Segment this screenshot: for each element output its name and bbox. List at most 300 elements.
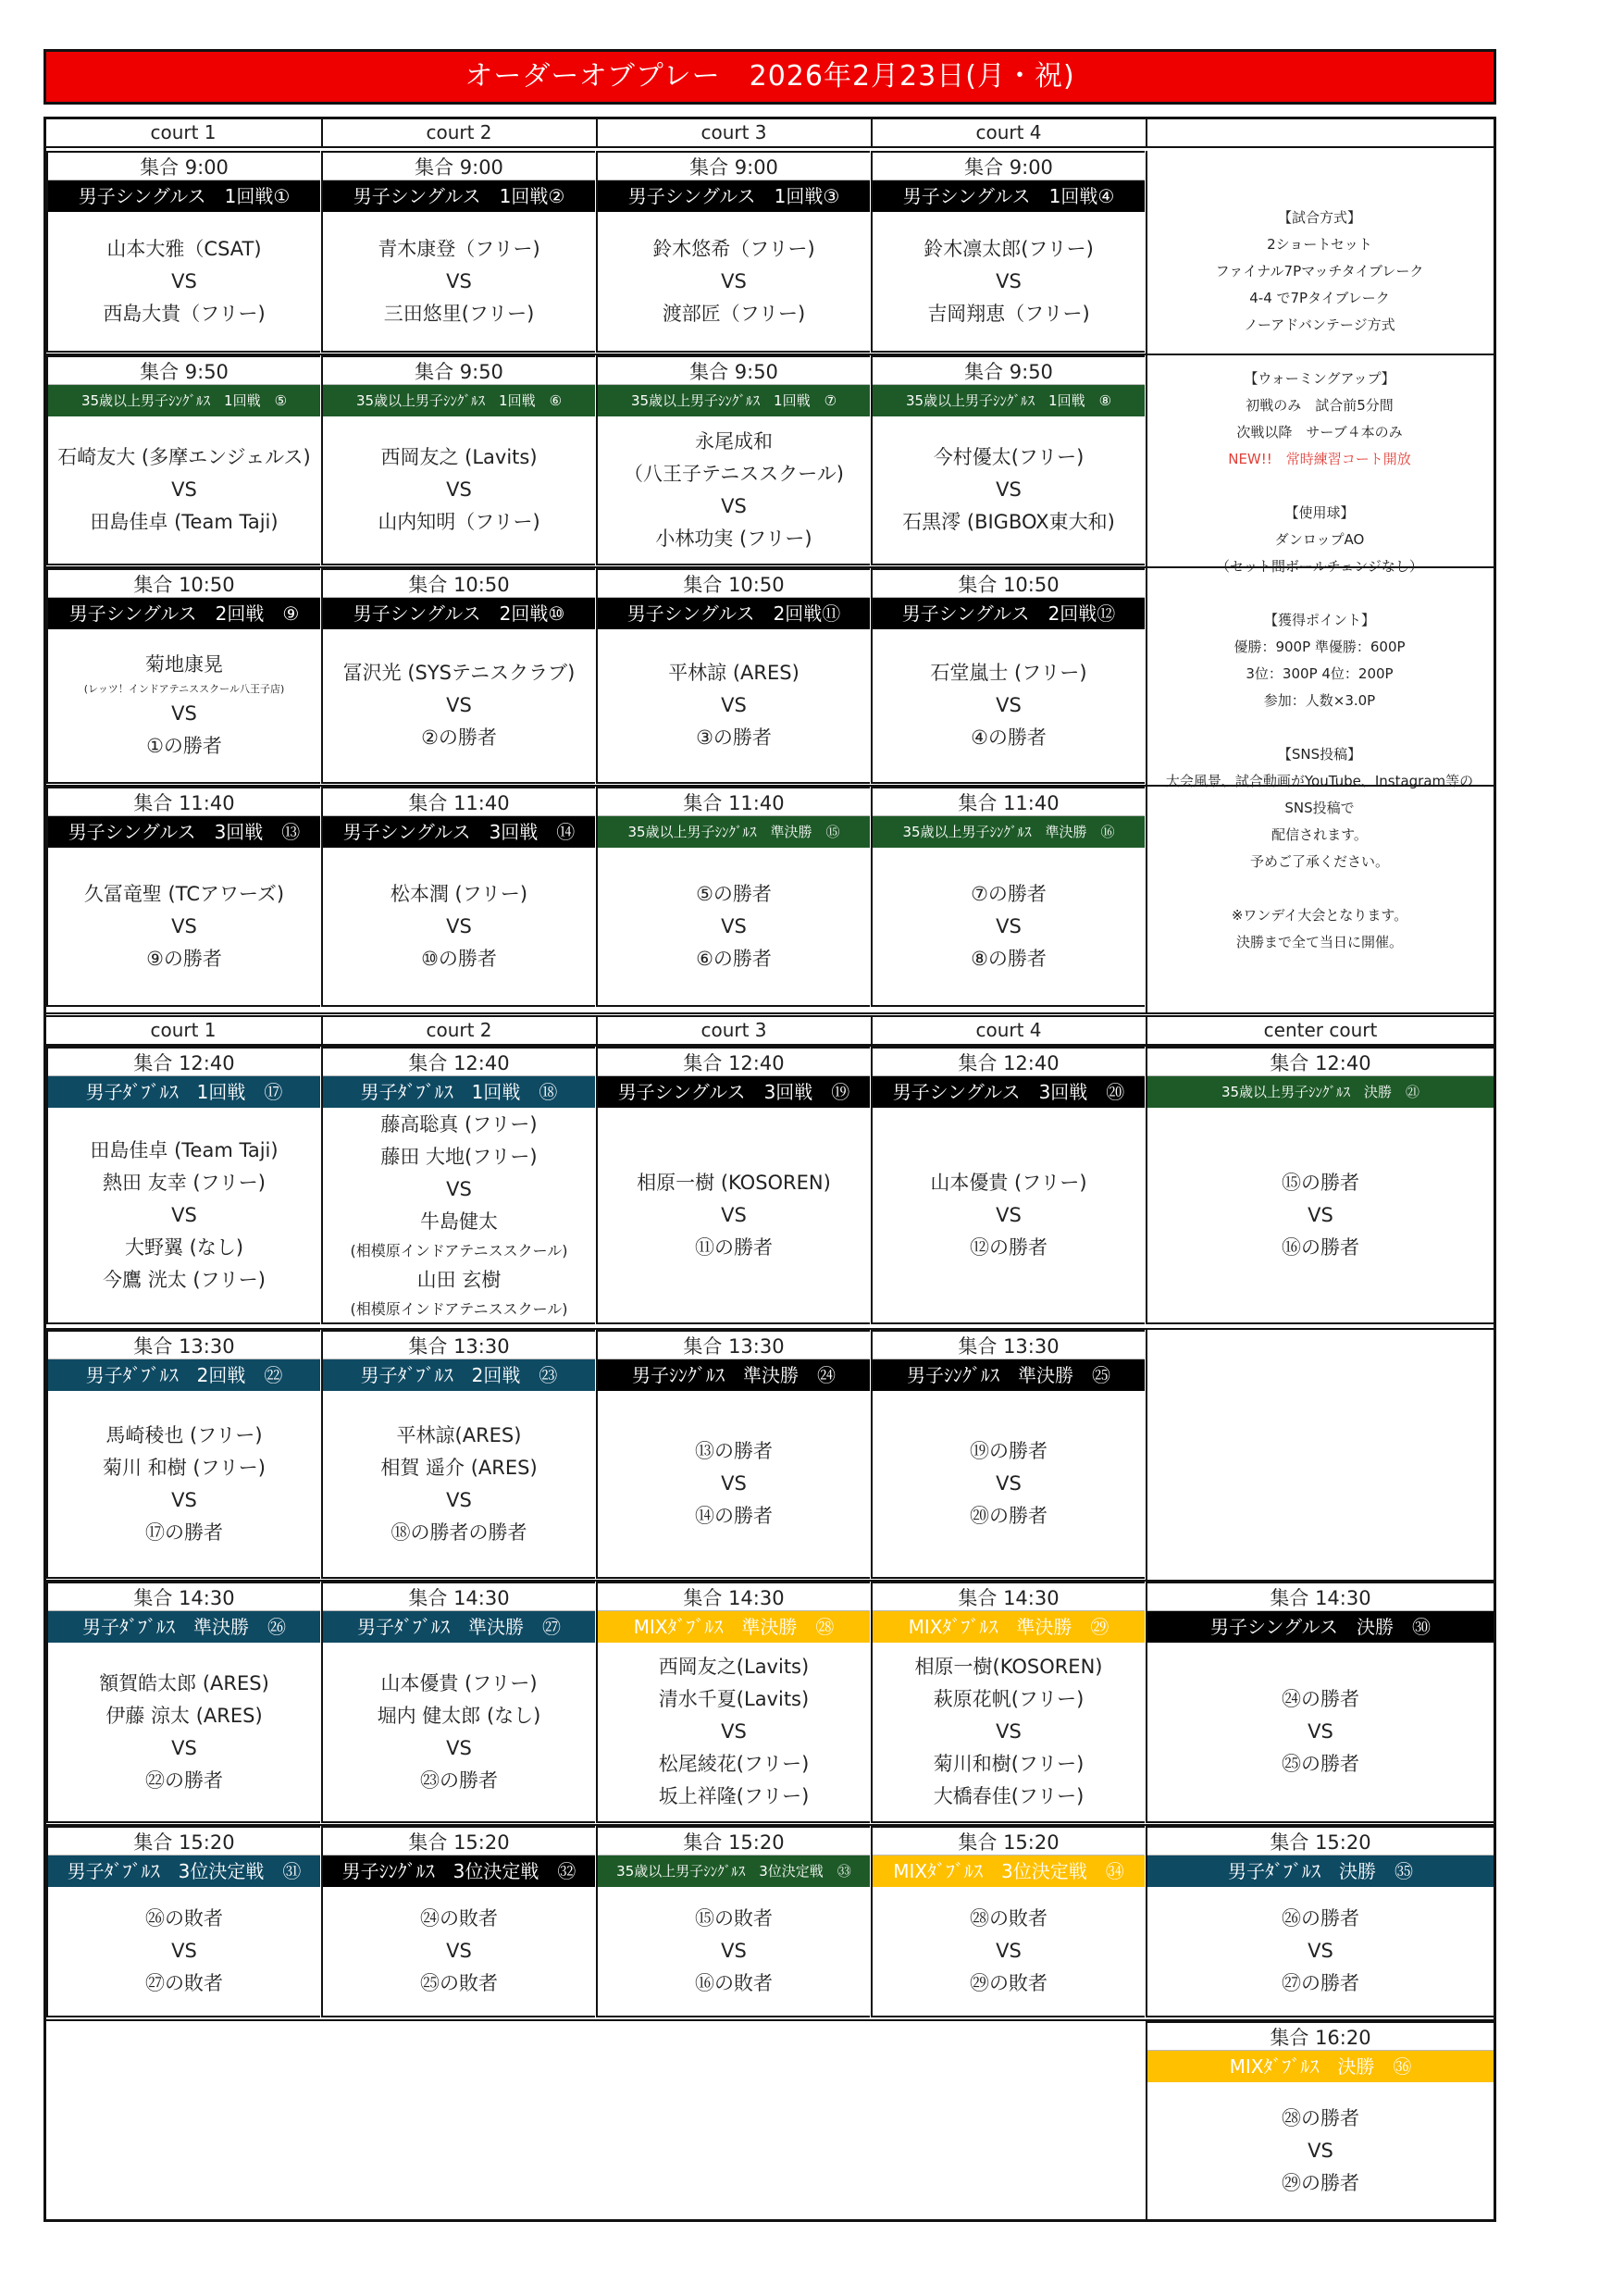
player-entry: ⑲の勝者	[970, 1440, 1048, 1462]
gather-time: 集合 14:30	[598, 1582, 870, 1611]
gather-time: 集合 16:20	[1147, 2021, 1494, 2051]
event-label: 男子ﾀﾞﾌﾞﾙｽ 3位決定戦 ㉛	[48, 1855, 320, 1887]
player-entry: ⑯の勝者	[1282, 1235, 1359, 1259]
event-label: 男子シングルス 3回戦 ⑲	[598, 1076, 870, 1108]
gather-time: 集合 12:40	[1147, 1047, 1494, 1076]
court-label: court 2	[321, 1017, 595, 1044]
match-players	[48, 416, 320, 565]
info-heading: 【獲得ポイント】	[1263, 612, 1375, 628]
match-players	[323, 212, 595, 353]
match-players	[873, 212, 1145, 353]
versus-label: VS	[446, 1940, 472, 1962]
player-entry: 相賀 遥介 (ARES)	[380, 1456, 538, 1479]
player-entry: 田島佳卓 (Team Taji)	[90, 1138, 279, 1161]
match-players	[48, 1108, 320, 1324]
info-line: 2ショートセット	[1267, 236, 1372, 253]
versus-label: VS	[171, 702, 197, 725]
player-entry: 小林功実 (フリー)	[655, 527, 812, 550]
match-cell	[871, 1826, 1145, 2017]
player-entry: 藤田 大地(フリー)	[380, 1145, 538, 1168]
player-entry: 大野翼 (なし)	[124, 1235, 244, 1259]
versus-label: VS	[446, 1488, 472, 1511]
info-line: 参加：人数×3.0P	[1263, 692, 1376, 709]
match-players	[873, 1887, 1145, 2017]
player-entry: 菊川和樹(フリー)	[933, 1753, 1085, 1775]
match-players	[598, 1643, 870, 1823]
player-entry: (レッツ！インドアテニススクール八王子店)	[83, 683, 285, 695]
event-label: 35歳以上男子ｼﾝｸﾞﾙｽ 準決勝 ⑯	[873, 816, 1145, 848]
player-entry: 渡部匠（フリー)	[662, 302, 806, 325]
player-entry: 清水千夏(Lavits)	[658, 1688, 810, 1710]
player-entry: ㉔の勝者	[1282, 1688, 1359, 1710]
match-cell	[46, 355, 320, 565]
player-entry: ④の勝者	[971, 726, 1047, 749]
event-label: 男子ｼﾝｸﾞﾙｽ 準決勝 ㉔	[598, 1359, 870, 1391]
event-label: 男子ﾀﾞﾌﾞﾙｽ 決勝 ㉟	[1147, 1855, 1494, 1887]
player-entry: 吉岡翔恵（フリー)	[927, 302, 1090, 325]
match-cell	[596, 1047, 870, 1324]
gather-time: 集合 9:50	[48, 355, 320, 385]
player-entry: ㉒の勝者	[145, 1769, 223, 1792]
versus-label: VS	[996, 1720, 1022, 1743]
match-players	[1147, 1887, 1494, 2017]
match-players	[323, 1643, 595, 1823]
player-entry: ⑱の勝者の勝者	[391, 1520, 527, 1544]
match-players	[48, 1391, 320, 1579]
match-cell	[871, 355, 1145, 565]
gather-time: 集合 11:40	[873, 787, 1145, 816]
gather-time: 集合 10:50	[323, 568, 595, 598]
gather-time: 集合 10:50	[598, 568, 870, 598]
event-label: 男子シングルス 1回戦②	[323, 180, 595, 212]
match-players	[598, 212, 870, 353]
versus-label: VS	[1308, 1203, 1333, 1226]
match-players	[48, 629, 320, 784]
player-entry: ⑥の勝者	[696, 947, 772, 970]
event-label: 35歳以上男子ｼﾝｸﾞﾙｽ 1回戦 ⑧	[873, 385, 1145, 416]
gather-time: 集合 13:30	[873, 1330, 1145, 1359]
versus-label: VS	[446, 1736, 472, 1759]
court-label: center court	[1146, 1017, 1494, 1044]
event-label: MIXﾀﾞﾌﾞﾙｽ 決勝 ㊱	[1147, 2051, 1494, 2082]
gather-time: 集合 13:30	[598, 1330, 870, 1359]
versus-label: VS	[446, 478, 472, 501]
versus-label: VS	[996, 269, 1022, 292]
player-entry: 三田悠里(フリー)	[383, 302, 535, 325]
gather-time: 集合 9:00	[323, 151, 595, 180]
player-entry: ㉙の勝者	[1282, 2171, 1359, 2194]
match-cell	[871, 568, 1145, 784]
match-cell	[46, 568, 320, 784]
versus-label: VS	[171, 269, 197, 292]
event-label: 男子ﾀﾞﾌﾞﾙｽ 準決勝 ㉖	[48, 1611, 320, 1643]
gather-time: 集合 14:30	[873, 1582, 1145, 1611]
match-cell	[321, 355, 595, 565]
versus-label: VS	[171, 1488, 197, 1511]
match-players	[873, 629, 1145, 784]
gather-time: 集合 9:00	[48, 151, 320, 180]
match-cell	[596, 787, 870, 1007]
match-cell	[871, 151, 1145, 353]
event-label: 男子ｼﾝｸﾞﾙｽ 準決勝 ㉕	[873, 1359, 1145, 1391]
row-divider	[46, 1328, 1494, 1330]
gather-time: 集合 9:50	[598, 355, 870, 385]
info-line: 次戦以降 サーブ４本のみ	[1236, 424, 1403, 441]
gather-time: 集合 10:50	[873, 568, 1145, 598]
player-entry: 相原一樹(KOSOREN)	[914, 1656, 1103, 1678]
player-entry: ⑮の勝者	[1282, 1171, 1359, 1194]
match-cell	[46, 1826, 320, 2017]
match-players	[323, 1887, 595, 2017]
player-entry: ㉘の勝者	[1282, 2106, 1359, 2129]
player-entry: 今村優太(フリー)	[933, 446, 1085, 468]
match-players	[598, 629, 870, 784]
gather-time: 集合 14:30	[48, 1582, 320, 1611]
player-entry: 大橋春佳(フリー)	[933, 1785, 1085, 1807]
event-label: 男子シングルス 2回戦⑪	[598, 598, 870, 629]
player-entry: (相模原インドアテニススクール)	[350, 1241, 568, 1260]
player-entry: 熱田 友幸 (フリー)	[103, 1171, 266, 1194]
event-label: 35歳以上男子ｼﾝｸﾞﾙｽ 1回戦 ⑥	[323, 385, 595, 416]
match-cell	[596, 1330, 870, 1579]
gather-time: 集合 13:30	[323, 1330, 595, 1359]
match-cell	[596, 1582, 870, 1823]
player-entry: ㉖の敗者	[145, 1907, 223, 1930]
player-entry: ②の勝者	[421, 726, 497, 749]
match-cell	[871, 1330, 1145, 1579]
info-line: NEW!! 常時練習コート開放	[1228, 451, 1411, 467]
event-label: 35歳以上男子ｼﾝｸﾞﾙｽ 決勝 ㉑	[1147, 1076, 1494, 1108]
info-line: 大会風景、試合動画がYouTube、Instagram等の	[1165, 773, 1474, 789]
match-cell	[1146, 1582, 1494, 1823]
match-cell	[321, 568, 595, 784]
versus-label: VS	[996, 1940, 1022, 1962]
player-entry: ㉕の敗者	[420, 1972, 498, 1994]
info-line	[1146, 875, 1494, 902]
row-divider	[46, 1045, 1494, 1047]
match-cell	[1146, 1826, 1494, 2017]
player-entry: 山本優貴 (フリー)	[380, 1671, 538, 1694]
player-entry: 西島大貴（フリー)	[103, 302, 266, 325]
row-divider	[46, 1580, 1494, 1582]
match-players	[873, 1643, 1145, 1823]
player-entry: 永尾成和	[695, 429, 773, 453]
info-line	[1146, 339, 1494, 366]
match-cell	[46, 1330, 320, 1579]
gather-time: 集合 9:00	[873, 151, 1145, 180]
event-label: 男子シングルス 決勝 ㉚	[1147, 1611, 1494, 1643]
gather-time: 集合 12:40	[48, 1047, 320, 1076]
info-line: ファイナル7Pマッチタイブレーク	[1215, 263, 1424, 279]
match-cell	[596, 151, 870, 353]
event-label: 男子シングルス 1回戦④	[873, 180, 1145, 212]
match-players	[48, 1887, 320, 2017]
player-entry: ㉔の敗者	[420, 1907, 498, 1930]
info-line: （セット間ボールチェンジなし）	[1216, 558, 1423, 575]
gather-time: 集合 15:20	[48, 1826, 320, 1855]
event-label: 男子ﾀﾞﾌﾞﾙｽ 1回戦 ⑰	[48, 1076, 320, 1108]
versus-label: VS	[446, 694, 472, 716]
info-line: 予めご了承ください。	[1249, 853, 1389, 870]
player-entry: ⑳の勝者	[970, 1505, 1048, 1527]
info-line	[1146, 714, 1494, 741]
player-entry: ⑪の勝者	[695, 1235, 773, 1259]
match-cell	[1146, 1047, 1494, 1324]
player-entry: 山田 玄樹	[416, 1268, 502, 1291]
court-label: court 3	[596, 1017, 870, 1044]
versus-label: VS	[721, 1472, 747, 1495]
match-players	[323, 629, 595, 784]
match-players	[323, 1108, 595, 1324]
info-line: 初戦のみ 試合前5分間	[1246, 397, 1394, 414]
match-players	[323, 416, 595, 565]
event-label: 男子シングルス 2回戦⑫	[873, 598, 1145, 629]
player-entry: 田島佳卓 (Team Taji)	[90, 511, 279, 533]
event-label: 男子シングルス 3回戦 ⑳	[873, 1076, 1145, 1108]
player-entry: 牛島健太	[420, 1210, 498, 1233]
match-cell	[46, 151, 320, 353]
match-cell	[321, 151, 595, 353]
match-players	[48, 848, 320, 1007]
match-players	[873, 1108, 1145, 1324]
gather-time: 集合 11:40	[48, 787, 320, 816]
event-label: 男子ﾀﾞﾌﾞﾙｽ 準決勝 ㉗	[323, 1611, 595, 1643]
player-entry: ㉕の勝者	[1282, 1753, 1359, 1775]
gather-time: 集合 15:20	[873, 1826, 1145, 1855]
court-label	[1146, 119, 1494, 146]
event-label: 男子ｼﾝｸﾞﾙｽ 3位決定戦 ㉜	[323, 1855, 595, 1887]
versus-label: VS	[721, 269, 747, 292]
match-cell	[1146, 2021, 1494, 2221]
match-players	[873, 416, 1145, 565]
info-heading: 【SNS投稿】	[1277, 746, 1362, 763]
player-entry: ㉓の勝者	[420, 1769, 498, 1792]
gather-time: 集合 15:20	[598, 1826, 870, 1855]
player-entry: 石崎友大 (多摩エンジェルス)	[57, 446, 311, 468]
versus-label: VS	[171, 1203, 197, 1226]
info-line: 優勝：900P 準優勝：600P	[1233, 639, 1406, 655]
event-label: 男子シングルス 1回戦①	[48, 180, 320, 212]
match-players	[598, 1391, 870, 1579]
match-players	[873, 1391, 1145, 1579]
versus-label: VS	[1308, 1720, 1333, 1743]
player-entry: ⑨の勝者	[146, 947, 222, 970]
column-divider	[1146, 2019, 1147, 2219]
player-entry: ⑤の勝者	[696, 882, 772, 905]
match-players	[598, 1108, 870, 1324]
court-label: court 1	[150, 121, 217, 143]
match-cell	[596, 568, 870, 784]
match-cell	[46, 1582, 320, 1823]
versus-label: VS	[721, 1940, 747, 1962]
player-entry: 額賀皓太郎 (ARES)	[99, 1671, 269, 1694]
versus-label: VS	[721, 694, 747, 716]
match-cell	[596, 1826, 870, 2017]
match-players	[598, 848, 870, 1007]
player-entry: 菊川 和樹 (フリー)	[103, 1456, 266, 1479]
info-line	[1146, 473, 1494, 500]
court-label: court 1	[150, 1019, 217, 1041]
versus-label: VS	[446, 269, 472, 292]
versus-label: VS	[171, 1940, 197, 1962]
gather-time: 集合 14:30	[323, 1582, 595, 1611]
court-label: court 4	[871, 1017, 1145, 1044]
player-entry: 菊地康晃	[145, 653, 223, 676]
gather-time: 集合 12:40	[873, 1047, 1145, 1076]
player-entry: ⑰の勝者	[145, 1520, 223, 1544]
versus-label: VS	[996, 1472, 1022, 1495]
versus-label: VS	[996, 478, 1022, 501]
player-entry: 久冨竜聖 (TCアワーズ)	[83, 882, 285, 905]
player-entry: 坂上祥隆(フリー)	[658, 1785, 810, 1807]
info-heading: 【使用球】	[1284, 504, 1355, 521]
versus-label: VS	[446, 1177, 472, 1200]
gather-time: 集合 11:40	[598, 787, 870, 816]
player-entry: 伊藤 涼太 (ARES)	[105, 1704, 263, 1727]
match-cell	[321, 1047, 595, 1324]
player-entry: 青木康登（フリー)	[378, 237, 540, 260]
player-entry: 西岡友之(Lavits)	[658, 1656, 810, 1678]
event-label: 男子シングルス 2回戦⑩	[323, 598, 595, 629]
info-line: 決勝まで全て当日に開催。	[1235, 934, 1403, 950]
player-entry: ③の勝者	[696, 726, 772, 749]
player-entry: ⑬の勝者	[695, 1440, 773, 1462]
info-line: ダンロップAO	[1274, 531, 1365, 548]
gather-time: 集合 14:30	[1147, 1582, 1494, 1611]
player-entry: ㉘の敗者	[970, 1907, 1048, 1930]
player-entry: (相模原インドアテニススクール)	[350, 1299, 568, 1318]
versus-label: VS	[721, 494, 747, 517]
match-players	[598, 416, 870, 565]
match-cell	[321, 1582, 595, 1823]
player-entry: 冨沢光 (SYSテニスクラブ)	[342, 662, 576, 684]
court-label: court 2	[321, 119, 595, 146]
gather-time: 集合 13:30	[48, 1330, 320, 1359]
player-entry: ㉗の勝者	[1282, 1972, 1359, 1994]
match-cell	[46, 1047, 320, 1324]
player-entry: 山本大雅（CSAT)	[106, 237, 262, 260]
player-entry: 今鷹 洸太 (フリー)	[103, 1268, 266, 1291]
gather-time: 集合 9:00	[598, 151, 870, 180]
event-label: 男子ﾀﾞﾌﾞﾙｽ 2回戦 ㉒	[48, 1359, 320, 1391]
versus-label: VS	[996, 694, 1022, 716]
player-entry: 石堂嵐士 (フリー)	[930, 662, 1087, 684]
versus-label: VS	[721, 914, 747, 937]
event-label: 男子ﾀﾞﾌﾞﾙｽ 1回戦 ⑱	[323, 1076, 595, 1108]
event-label: 男子ﾀﾞﾌﾞﾙｽ 2回戦 ㉓	[323, 1359, 595, 1391]
event-label: 35歳以上男子ｼﾝｸﾞﾙｽ 準決勝 ⑮	[598, 816, 870, 848]
gather-time: 集合 12:40	[323, 1047, 595, 1076]
info-line: ノーアドバンテージ方式	[1244, 316, 1395, 333]
player-entry: ⑫の勝者	[970, 1235, 1048, 1259]
match-players	[48, 212, 320, 353]
player-entry: 馬崎稜也 (フリー)	[105, 1423, 263, 1446]
player-entry: 鈴木悠希（フリー)	[652, 237, 815, 260]
gather-time: 集合 9:50	[873, 355, 1145, 385]
player-entry: 西岡友之 (Lavits)	[380, 446, 538, 468]
player-entry: 相原一樹 (KOSOREN)	[637, 1171, 831, 1194]
top-court-header	[46, 118, 1494, 148]
player-entry: 平林諒 (ARES)	[668, 662, 800, 684]
row-divider	[46, 2019, 1494, 2021]
player-entry: ⑧の勝者	[971, 947, 1047, 970]
event-label: 35歳以上男子ｼﾝｸﾞﾙｽ 3位決定戦 ㉝	[598, 1855, 870, 1887]
event-label: 男子シングルス 1回戦③	[598, 180, 870, 212]
player-entry: 石黒澪 (BIGBOX東大和)	[902, 511, 1115, 533]
info-line: 配信されます。	[1271, 826, 1368, 843]
versus-label: VS	[1308, 1940, 1333, 1962]
versus-label: VS	[171, 1736, 197, 1759]
gather-time: 集合 15:20	[323, 1826, 595, 1855]
gather-time: 集合 11:40	[323, 787, 595, 816]
player-entry: 堀内 健太郎 (なし)	[377, 1704, 541, 1727]
player-entry: ㉖の勝者	[1282, 1907, 1359, 1930]
event-label: 35歳以上男子ｼﾝｸﾞﾙｽ 1回戦 ⑤	[48, 385, 320, 416]
match-players	[48, 1643, 320, 1823]
page-title: オーダーオブプレー 2026年2月23日(月・祝)	[43, 49, 1496, 105]
event-label: 男子シングルス 3回戦 ⑬	[48, 816, 320, 848]
player-entry: ①の勝者	[146, 735, 222, 757]
versus-label: VS	[721, 1720, 747, 1743]
match-players	[323, 1391, 595, 1579]
player-entry: 山本優貴 (フリー)	[930, 1171, 1087, 1194]
event-label: 男子シングルス 2回戦 ⑨	[48, 598, 320, 629]
info-line: 4-4 で7Pタイブレーク	[1249, 290, 1390, 306]
court-label: court 3	[596, 119, 870, 146]
match-cell	[321, 1826, 595, 2017]
versus-label: VS	[996, 914, 1022, 937]
event-label: 男子シングルス 3回戦 ⑭	[323, 816, 595, 848]
gather-time: 集合 15:20	[1147, 1826, 1494, 1855]
match-cell	[46, 787, 320, 1007]
match-players	[873, 848, 1145, 1007]
player-entry: 山内知明（フリー)	[378, 511, 540, 533]
match-players	[598, 1887, 870, 2017]
player-entry: ⑮の敗者	[695, 1907, 773, 1930]
player-entry: 平林諒(ARES)	[396, 1423, 522, 1446]
player-entry: ⑦の勝者	[971, 882, 1047, 905]
court-label: court 4	[871, 119, 1145, 146]
bottom-court-header	[46, 1015, 1494, 1046]
match-cell	[321, 1330, 595, 1579]
match-cell	[596, 355, 870, 565]
gather-time: 集合 10:50	[48, 568, 320, 598]
info-line	[1146, 580, 1494, 607]
info-heading: 【試合方式】	[1277, 209, 1361, 226]
versus-label: VS	[446, 914, 472, 937]
player-entry: （八王子テニススクール)	[624, 462, 844, 485]
column-divider	[1146, 1328, 1147, 1582]
gather-time: 集合 12:40	[598, 1047, 870, 1076]
event-label: MIXﾀﾞﾌﾞﾙｽ 3位決定戦 ㉞	[873, 1855, 1145, 1887]
event-label: 35歳以上男子ｼﾝｸﾞﾙｽ 1回戦 ⑦	[598, 385, 870, 416]
player-entry: ⑯の敗者	[695, 1972, 773, 1994]
row-divider	[46, 1824, 1494, 1826]
player-entry: 鈴木凛太郎(フリー)	[924, 237, 1094, 260]
versus-label: VS	[171, 478, 197, 501]
match-cell	[871, 1582, 1145, 1823]
player-entry: ㉗の敗者	[145, 1972, 223, 1994]
info-heading: 【ウォーミングアップ】	[1244, 370, 1395, 387]
info-line: 3位：300P 4位：200P	[1246, 665, 1394, 682]
tournament-info-panel	[1146, 151, 1494, 1016]
versus-label: VS	[996, 1203, 1022, 1226]
match-players	[1147, 1643, 1494, 1823]
match-players	[1147, 2082, 1494, 2221]
match-players	[323, 848, 595, 1007]
player-entry: ⑩の勝者	[421, 947, 497, 970]
versus-label: VS	[1308, 2139, 1333, 2162]
